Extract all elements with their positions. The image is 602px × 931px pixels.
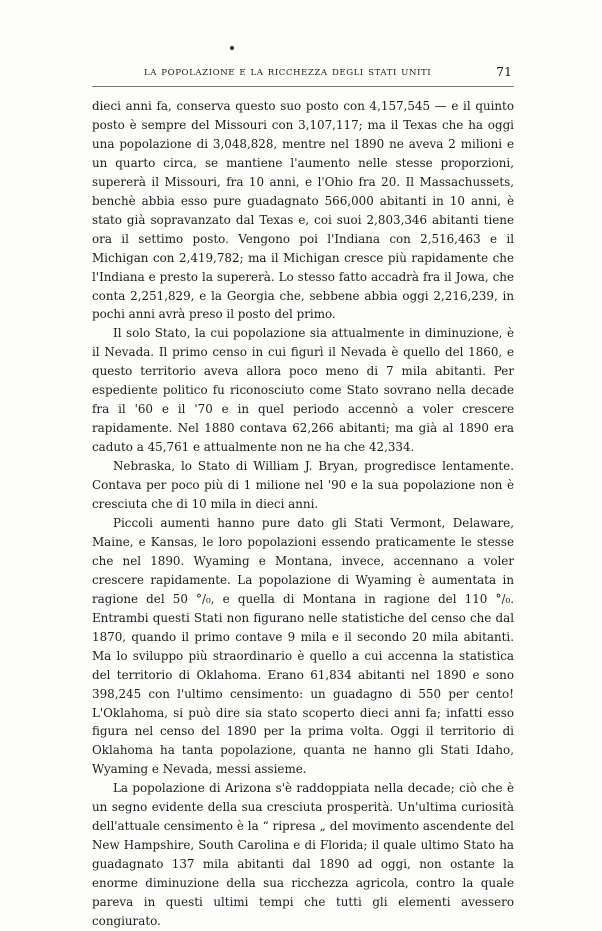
running-title: LA POPOLAZIONE E LA RICCHEZZA DEGLI STATI UNITI (144, 68, 432, 78)
paragraph: Piccoli aumenti hanno pure dato gli Stati Vermont, Delaware, Maine, e Kansas, le loro popolazioni essendo praticamente le stesse che nel 1890. Wyaming e Montana, invece, accennano a voler crescere rapidamente. La popolazione di Wyaming è aumentata in ragione del 50 °/₀, e quella di Montana in ragione del 110 °/₀. Entrambi questi Stati non figurano nelle statistiche del censo che dal 1870, quando il primo contave 9 mila e il secondo 20 mila abitanti. Ma lo sviluppo più straordinario è quello a cui accenna la statistica del territorio di Oklahoma. Erano 61,834 abitanti nel 1890 e sono 398,245 con l'ultimo censimento: un guadagno di 550 per cento! L'Oklahoma, si può dire sia stato scoperto dieci anni fa; infatti esso figura nel censo del 1890 per la prima volta. Oggi il territorio di Oklahoma ha tanta popolazione, quanta ne hanno gli Stati Idaho, Wyaming e Nevada, messi assieme. (92, 515, 514, 777)
page-header (92, 66, 514, 87)
paragraph: Il solo Stato, la cui popolazione sia attualmente in diminuzione, è il Nevada. Il primo censo in cui figurì il Nevada è quello del 1860, e questo territorio aveva allora poco meno di 7 mila abitanti. Per espediente politico fu riconosciuto come Stato sovrano nella decade fra il '60 e il '70 e in quel periodo accennò a voler crescere rapidamente. Nel 1880 contava 62,266 abitanti; ma già al 1890 era caduto a 45,761 e attualmente non ne ha che 42,334. (92, 326, 514, 455)
paragraph: dieci anni fa, conserva questo suo posto con 4,157,545 — e il quinto posto è sempre del Missouri con 3,107,117; ma il Texas che ha oggi una popolazione di 3,048,828, mentre nel 1890 ne aveva 2 milioni e un quarto circa, se mantiene l'aumento nelle stesse proporzioni, supererà il Missouri, fra 10 anni, e l'Ohio fra 20. Il Massachussets, benchè abbia esso pure guadagnato 566,000 abitanti in 10 anni, è stato già sopravanzato dal Texas e, coi suoi 2,803,346 abitanti tiene ora il settimo posto. Vengono poi l'Indiana con 2,516,463 e il Michigan con 2,419,782; ma il Michigan cresce più rapidamente che l'Indiana e presto la supererà. Lo stesso fatto accadrà fra il Jowa, che conta 2,251,829, e la Georgia che, sebbene abbia oggi 2,216,239, in pochi anni avrà preso il posto del primo. (92, 99, 514, 322)
paragraph: La popolazione di Arizona s'è raddoppiata nella decade; ciò che è un segno evidente della sua cresciuta prosperità. Un'ultima curiosità dell'attuale censimento è la “ ripresa „ del movimento ascendente del New Hampshire, South Carolina e di Florida; il quale ultimo Stato ha guadagnato 137 mila abitanti dal 1890 ad oggi, non ostante la enorme diminuzione della sua ricchezza agricola, contro la quale pareva in questi ultimi tempi che tutti gli elementi avessero congiurato. (92, 781, 514, 928)
page-number: 71 (496, 64, 512, 79)
ink-speck (230, 46, 234, 50)
body-text (92, 97, 514, 931)
paragraph: Nebraska, lo Stato di William J. Bryan, progredisce lentamente. Contava per poco più di 1 milione nel '90 e la sua popolazione non è cresciuta che di 10 mila in dieci anni. (92, 459, 514, 512)
